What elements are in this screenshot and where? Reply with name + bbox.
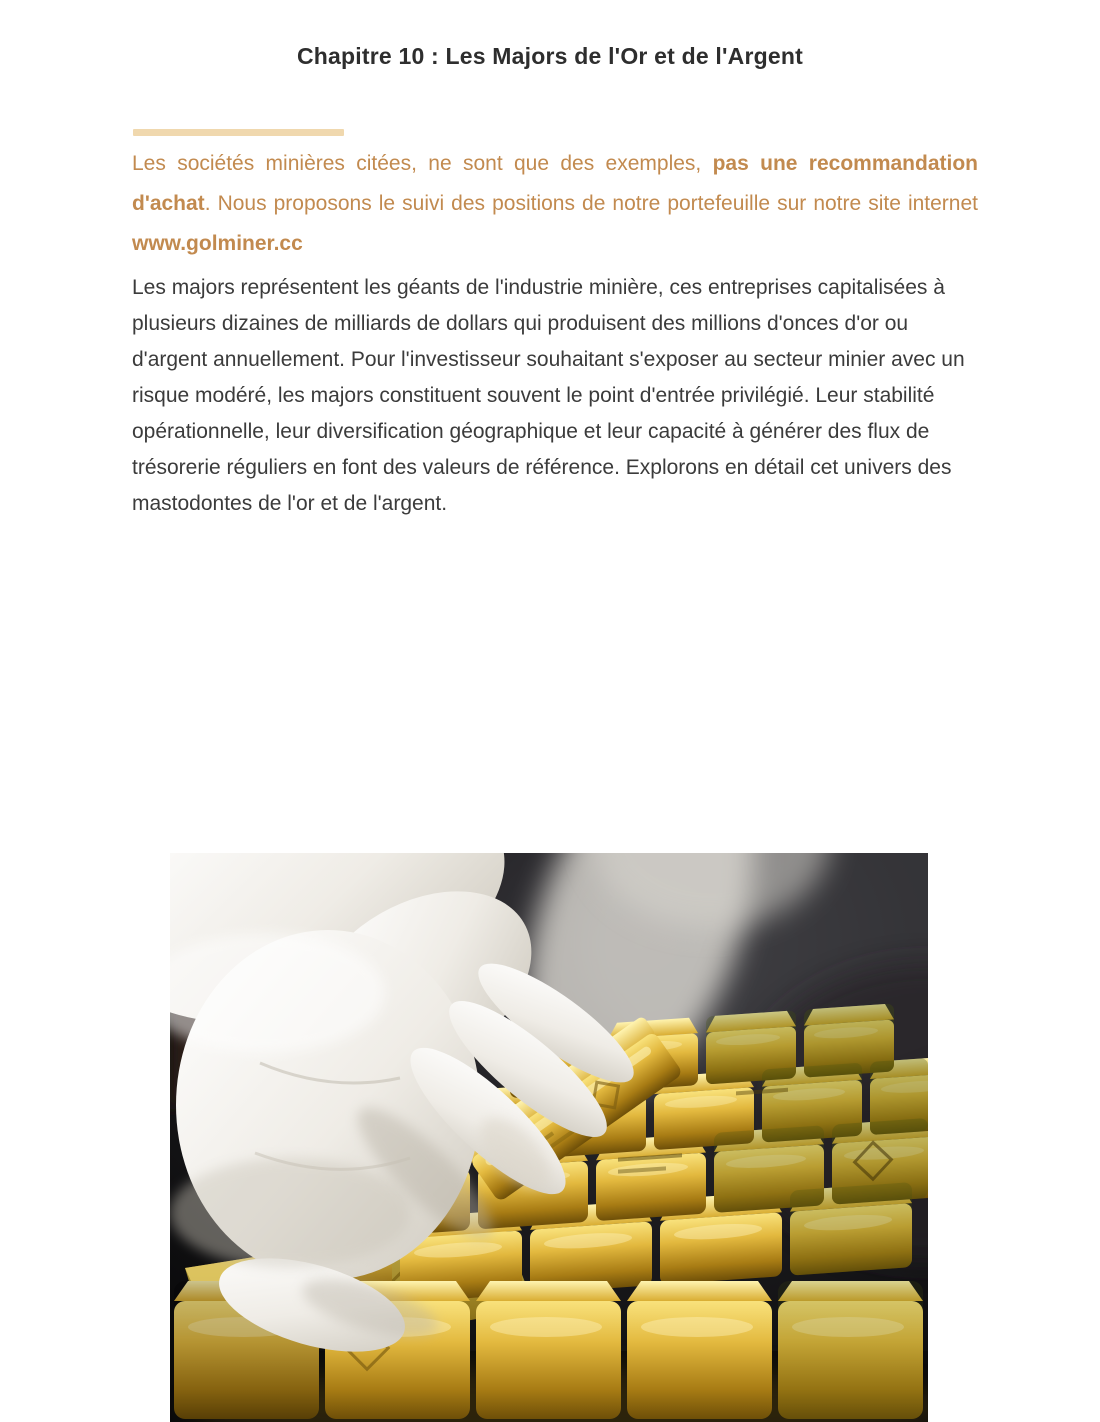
- website-url[interactable]: www.golminer.cc: [132, 232, 303, 255]
- section-divider: [133, 129, 344, 136]
- chapter-title: Chapitre 10 : Les Majors de l'Or et de l'Argent: [296, 43, 803, 69]
- disclaimer-bold-phrase: pas une recommandation d'achat: [132, 152, 978, 215]
- disclaimer-paragraph: [132, 144, 978, 264]
- disclaimer-text-1: Les sociétés minières citées, ne sont que des exemples,: [132, 152, 713, 175]
- gold-pyramid-illustration: [170, 853, 928, 1422]
- intro-paragraph: Les majors représentent les géants de l'industrie minière, ces entreprises capitalisées à plusieurs dizaines de milliards de dollars qui produisent des millions d'onces d'or ou d'argent annuellement. Pour l'investisseur souhaitant s'exposer au secteur minier avec un risque modéré, les majors constituent souvent le point d'entrée privilégié. Leur stabilité opérationnelle, leur diversification géographique et leur capacité à générer des flux de trésorerie réguliers en font des valeurs de référence. Explorons en détail cet univers des mastodontes de l'or et de l'argent.: [132, 276, 965, 515]
- disclaimer-text-2: . Nous proposons le suivi des positions de notre portefeuille sur notre site internet: [204, 192, 978, 215]
- gold-bars-photo: [170, 853, 928, 1422]
